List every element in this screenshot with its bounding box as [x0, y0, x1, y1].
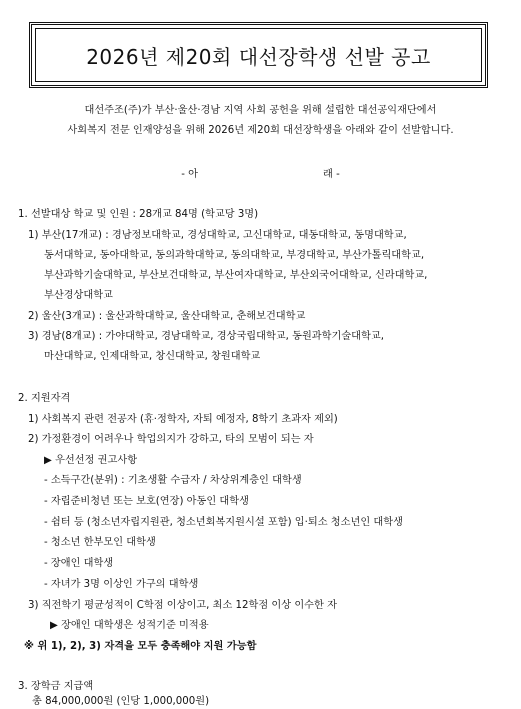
intro-line-2: 사회복지 전문 인재양성을 위해 2026년 제20회 대선장학생을 아래와 같이 선발합니다.: [67, 125, 454, 136]
scholarship-amount: 총 84,000,000원 (인당 1,000,000원): [32, 696, 210, 707]
section-3-heading: 3. 장학금 지급액: [18, 681, 94, 692]
gyeongnam-line-1: 3) 경남(8개교) : 가야대학교, 경남대학교, 경상국립대학교, 동원과학기술대학교,: [28, 331, 384, 342]
priority-item: - 자립준비청년 또는 보호(연장) 아동인 대학생: [44, 496, 249, 507]
qualification-2: 2) 가정환경이 어려우나 학업의지가 강하고, 타의 모범이 되는 자: [28, 434, 314, 445]
qualification-3: 3) 직전학기 평균성적이 C학점 이상이고, 최소 12학점 이상 이수한 자: [28, 600, 337, 611]
priority-title: ▶ 우선선정 권고사항: [44, 455, 138, 466]
priority-item: - 자녀가 3명 이상인 가구의 대학생: [44, 579, 199, 590]
busan-line-3: 부산과학기술대학교, 부산보건대학교, 부산여자대학교, 부산외국어대학교, 신라대학교,: [44, 270, 428, 281]
priority-item: - 소득구간(분위) : 기초생활 수급자 / 차상위계층인 대학생: [44, 475, 302, 486]
busan-line-2: 동서대학교, 동아대학교, 동의과학대학교, 동의대학교, 부경대학교, 부산가톨릭대학교,: [44, 250, 425, 261]
intro-line-1: 대선주조(주)가 부산·울산·경남 지역 사회 공헌을 위해 설립한 대선공익재단에서: [84, 105, 437, 116]
section-2-heading: 2. 지원자격: [18, 393, 71, 404]
gyeongnam-line-2: 마산대학교, 인제대학교, 창신대학교, 창원대학교: [44, 351, 261, 362]
page-title: 2026년 제20회 대선장학생 선발 공고: [86, 44, 431, 69]
section-1-heading: 1. 선발대상 학교 및 인원 : 28개교 84명 (학교당 3명): [18, 209, 259, 220]
eligibility-footnote: ※ 위 1), 2), 3) 자격을 모두 충족해야 지원 가능함: [24, 641, 257, 652]
qualification-3-note: ▶ 장애인 대학생은 성적기준 미적용: [50, 620, 209, 631]
notice-left: - 아: [181, 169, 198, 180]
priority-item: - 청소년 한부모인 대학생: [44, 537, 156, 548]
ulsan-line: 2) 울산(3개교) : 울산과학대학교, 울산대학교, 춘해보건대학교: [28, 311, 306, 322]
priority-item: - 쉼터 등 (청소년자립지원관, 청소년회복지원시설 포함) 입·퇴소 청소년인 대학생: [44, 517, 403, 528]
notice-heading: [0, 168, 521, 182]
busan-line-1: 1) 부산(17개교) : 경남정보대학교, 경성대학교, 고신대학교, 대동대학교, 동명대학교,: [28, 230, 407, 241]
notice-right: 래 -: [323, 169, 340, 180]
priority-item: - 장애인 대학생: [44, 558, 114, 569]
busan-line-4: 부산경상대학교: [44, 290, 113, 301]
title-box: [29, 22, 488, 88]
qualification-1: 1) 사회복지 관련 전공자 (휴·정학자, 자퇴 예정자, 8학기 초과자 제외): [28, 414, 338, 425]
